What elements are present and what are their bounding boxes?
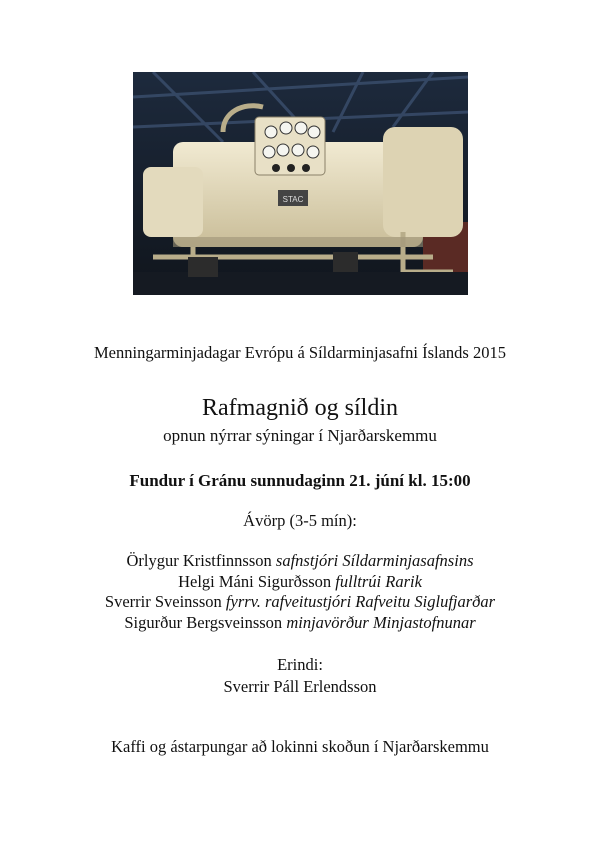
event-title: Rafmagnið og síldin — [202, 395, 398, 421]
speaker-role: fulltrúi Rarik — [335, 571, 422, 591]
addresses-label: Ávörp (3-5 mín): — [243, 511, 357, 530]
speaker-role: fyrrv. rafveitustjóri Rafveitu Siglufjarðar — [225, 592, 496, 611]
speaker-role: safnstjóri Síldarminjasafnsins — [275, 551, 474, 570]
speaker-line — [0, 572, 600, 593]
lecture-label: Erindi: — [277, 655, 323, 674]
speaker-name: Sverrir Sveinsson — [104, 592, 222, 611]
svg-text:STAC: STAC — [282, 195, 304, 204]
speaker-line — [0, 551, 600, 572]
speaker-name: Örlygur Kristfinnsson — [126, 551, 272, 570]
generator-photo — [133, 72, 468, 295]
speaker-line — [0, 613, 600, 634]
lecture-speaker: Sverrir Páll Erlendsson — [223, 677, 377, 696]
closing-note: Kaffi og ástarpungar að lokinni skoðun í Njarðarskemmu — [111, 737, 489, 756]
speaker-list — [0, 551, 600, 633]
speaker-name: Helgi Máni Sigurðsson — [178, 571, 332, 591]
speaker-name: Sigurður Bergsveinsson — [124, 612, 283, 632]
meeting-info: Fundur í Gránu sunnudaginn 21. júní kl. 15:00 — [129, 471, 471, 490]
speaker-role: minjavörður Minjastofnunar — [286, 612, 476, 632]
headline: Menningarminjadagar Evrópu á Síldarminjasafni Íslands 2015 — [94, 343, 506, 362]
speaker-line — [0, 592, 600, 613]
event-subtitle: opnun nýrrar sýningar í Njarðarskemmu — [163, 426, 437, 445]
